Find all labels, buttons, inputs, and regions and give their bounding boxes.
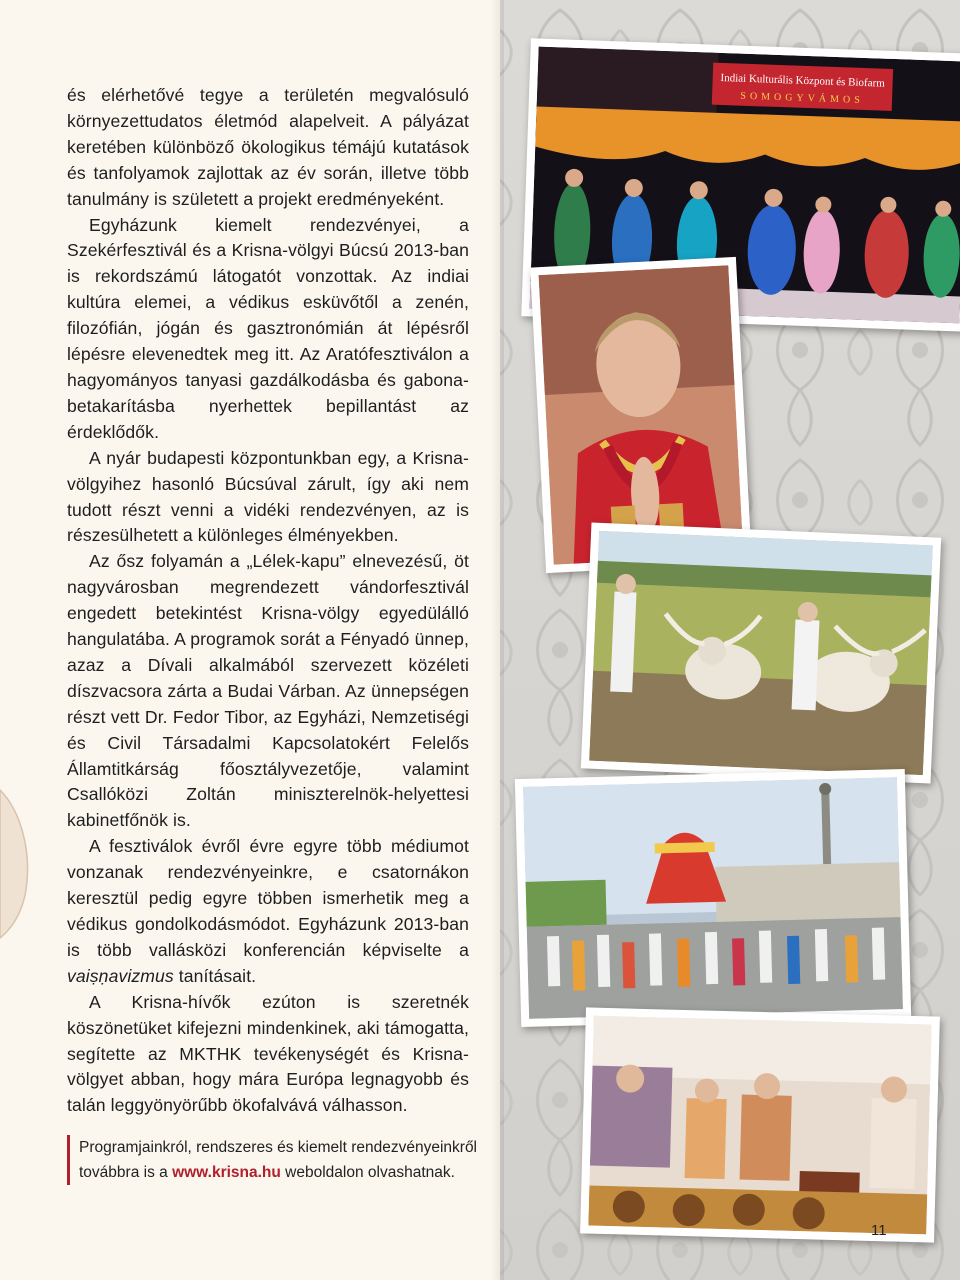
left-edge-decoration xyxy=(0,780,40,940)
paragraph-5-text-b: tanításait. xyxy=(173,965,257,986)
note-text-b: weboldalon olvashatnak. xyxy=(280,1164,455,1181)
article-body xyxy=(67,83,469,1119)
photo-conference-musicians xyxy=(580,1007,940,1242)
photo-oxen-ploughing xyxy=(581,522,941,783)
body-paragraph-3: A nyár budapesti központunkban egy, a Krisna-völgyihez hasonló Búcsúval zárult, így aki nem tudott részt venni a vidéki rendezvényen, az is részesülhetett a különleges élményekben. xyxy=(67,447,469,546)
oxen-ploughing-image xyxy=(589,531,933,775)
woman-portrait-image xyxy=(539,265,744,565)
body-paragraph-1: és elérhetővé tegye a területén megvalósuló környezettudatos életmód alapelveit. A pályázat keretében különböző ökologikus témájú kutatások és tanfolyamok zajlottak az év során, illetve több tanulmány is született a projekt eredményeként. xyxy=(67,85,469,209)
body-paragraph-2: Egyházunk kiemelt rendezvényei, a Szekérfesztivál és a Krisna-völgyi Búcsú 2013-ban is rekordszámú látogatót vonzottak. Az indiai kultúra elemei, a védikus esküvőtől a zenén, filozófián, jógán és gasztronómián át lépésről lépésre elevenedtek meg itt. Az Aratófesztiválon a hagyományos tanyasi gazdálkodásba és gabona-betakarításba nyerhettek bepillantást az érdeklődők. xyxy=(67,214,469,442)
website-note xyxy=(67,1135,489,1185)
page-number: 11 xyxy=(871,1222,887,1239)
body-paragraph-6: A Krisna-hívők ezúton is szeretnék köszönetüket kifejezni mindenkinek, aki támogatta, segítette az MKTHK tevékenységét és Krisna-völgyet abban, hogy mára Európa legnagyobb és talán leggyönyörűbb ökofalvává válhasson. xyxy=(67,991,469,1116)
photo-heroes-square-procession xyxy=(515,769,911,1027)
body-paragraph-4: Az ősz folyamán a „Lélek-kapu” elnevezésű, öt nagyvárosban megrendezett vándorfesztivál engedett betekintést Krisna-völgy egyedülálló hangulatába. A programok sorát a Fényadó ünnep, azaz a Dívali alkalmából szervezett közéleti díszvacsora zárta a Budai Várban. Az ünnepségen részt vett Dr. Fedor Tibor, az Egyházi, Nemzetiségi és Civil Társadalmi Kapcsolatokért Felelős Államtitkárság főosztályvezetője, valamint Csallóközi Zoltán miniszterelnök-helyettesi kabinetfőnök is. xyxy=(67,551,469,831)
procession-image xyxy=(523,777,903,1019)
paragraph-5-text-a: A fesztiválok évről évre egyre több médiumot vonzanak rendezvényeinkre, e csatornákon keresztül pedig egyre többen ismerhetik meg a védikus gondolkodásmódot. Egyházunk 2013-ban is több vallásközi konferencián képviselte a xyxy=(67,836,469,960)
stage-banner-line2: SOMOGYVÁMOS xyxy=(740,90,864,106)
note-text-a: Programjainkról, rendszeres és kiemelt rendezvényeinkről továbbra is a xyxy=(79,1139,478,1181)
stage-banner-line1: Indiai Kulturális Központ és Biofarm xyxy=(720,71,886,90)
paragraph-5-italic: vaiṣṇavizmus xyxy=(67,965,174,986)
musicians-image xyxy=(588,1016,931,1235)
website-link[interactable]: www.krisna.hu xyxy=(172,1164,281,1181)
page-fold-shadow xyxy=(490,0,504,1280)
body-paragraph-5 xyxy=(67,834,469,989)
